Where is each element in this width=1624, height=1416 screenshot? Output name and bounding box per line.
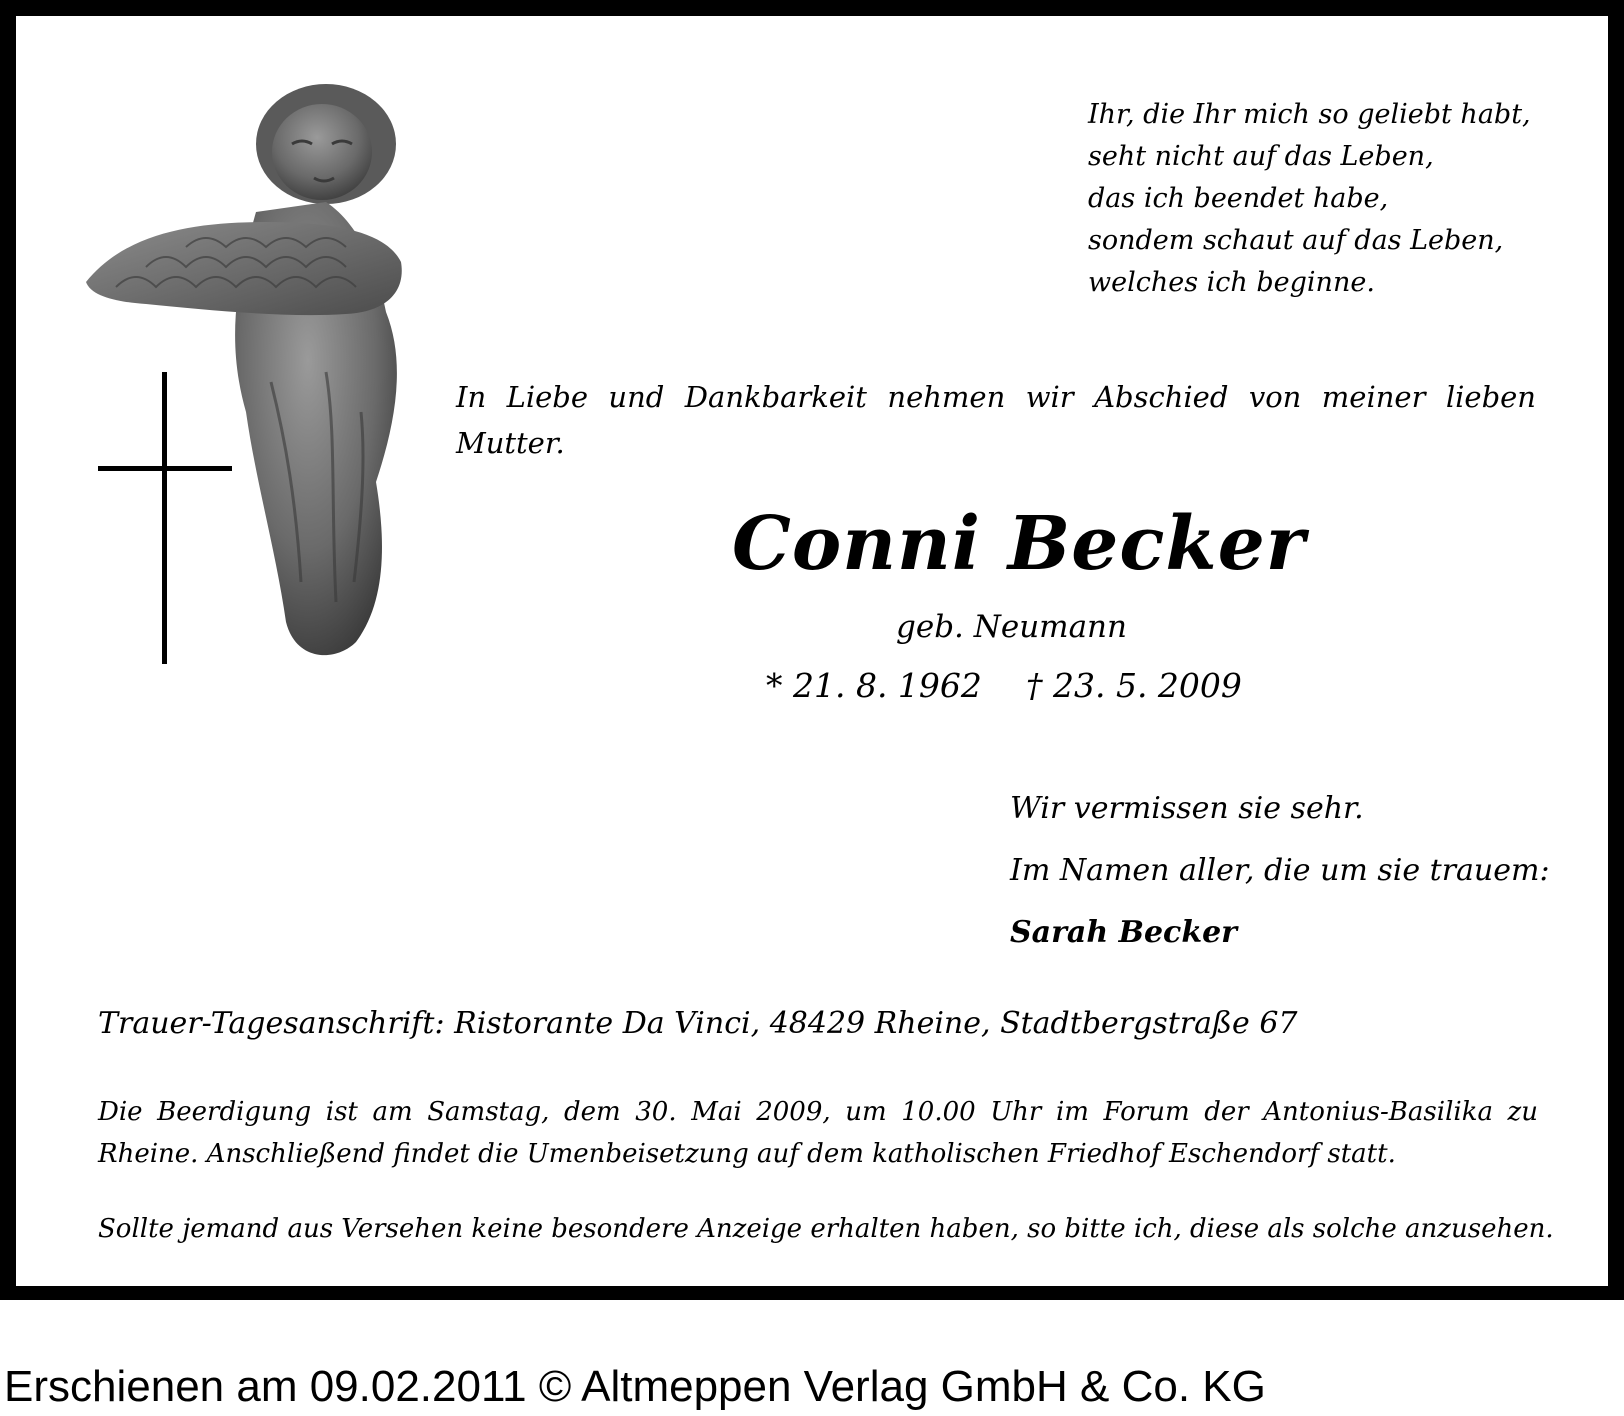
notice-text: Sollte jemand aus Versehen keine besondere Anzeige erhalten haben, so bitte ich, diese als solche anzusehen. xyxy=(98,1214,1554,1244)
publication-footer: Erschienen am 09.02.2011 © Altmeppen Verlag GmbH & Co. KG xyxy=(4,1362,1266,1411)
signer-name: Sarah Becker xyxy=(1010,915,1237,950)
poem-line: sondem schaut auf das Leben, xyxy=(1088,225,1504,256)
deceased-name: Conni Becker xyxy=(732,501,1306,587)
intro-text: In Liebe und Dankbarkeit nehmen wir Abschied von meiner lieben Mutter. xyxy=(456,380,1536,460)
death-date: † 23. 5. 2009 xyxy=(1026,666,1242,705)
poem-line: das ich beendet habe, xyxy=(1088,183,1389,214)
cross-icon xyxy=(98,372,232,664)
closing-line: Wir vermissen sie sehr. xyxy=(1010,791,1364,826)
poem xyxy=(1088,94,1531,304)
poem-line: seht nicht auf das Leben, xyxy=(1088,141,1434,172)
closing-line: Im Namen aller, die um sie trauem: xyxy=(1010,853,1550,888)
funeral-details: Die Beerdigung ist am Samstag, dem 30. Mai 2009, um 10.00 Uhr im Forum der Antonius-Basilika zu Rheine. Anschließend findet die Umenbeisetzung auf dem katholischen Friedhof Eschendorf statt. xyxy=(98,1097,1538,1169)
mourning-address: Trauer-Tagesanschrift: Ristorante Da Vinci, 48429 Rheine, Stadtbergstraße 67 xyxy=(98,1006,1298,1041)
poem-line: Ihr, die Ihr mich so geliebt habt, xyxy=(1088,99,1531,130)
maiden-name: geb. Neumann xyxy=(896,609,1127,645)
closing-block xyxy=(1010,778,1550,964)
poem-line: welches ich beginne. xyxy=(1088,267,1375,298)
birth-date: * 21. 8. 1962 xyxy=(766,666,982,705)
